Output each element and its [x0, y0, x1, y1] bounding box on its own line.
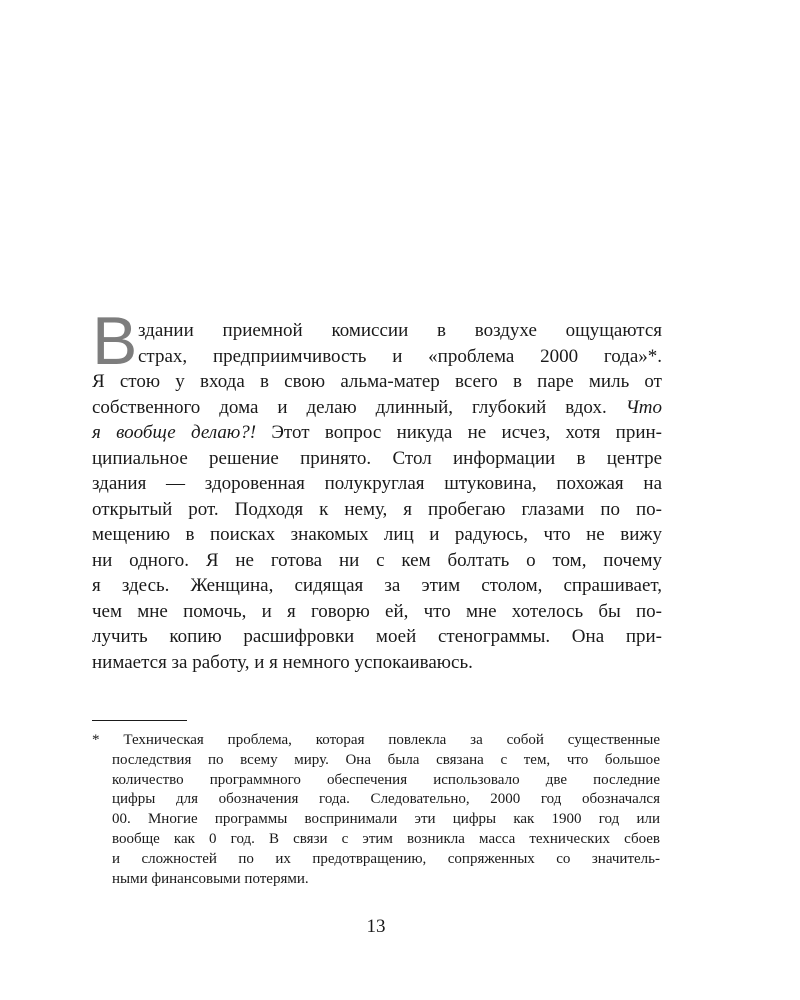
body-line: лучить копию расшифровки моей стенограммы. Она при-: [92, 626, 662, 647]
drop-cap: В: [92, 303, 138, 379]
footnote-line: * Техническая проблема, которая повлекла за собой существенные: [92, 732, 660, 748]
italic-phrase: Что: [625, 396, 663, 418]
footnote-line: и сложностей по их предотвращению, сопряженных со значитель-: [112, 850, 660, 867]
body-line: Я стою у входа в свою альма-матер всего в паре миль от: [92, 371, 662, 392]
body-text: [92, 318, 662, 675]
body-line: [92, 420, 662, 446]
page-number: 13: [366, 916, 386, 937]
body-line: открытый рот. Подходя к нему, я пробегаю глазами по по-: [92, 498, 662, 520]
body-line: нимается за работу, и я немного успокаиваюсь.: [92, 651, 473, 673]
body-line: [92, 395, 662, 421]
body-line: чем мне помочь, и я говорю ей, что мне хотелось бы по-: [92, 600, 662, 622]
footnote-line: цифры для обозначения года. Следовательно, 2000 год обозначался: [112, 791, 660, 808]
body-line-text: Этот вопрос никуда не исчез, хотя прин-: [271, 422, 662, 443]
body-line: здании приемной комиссии в воздухе ощущаются: [138, 320, 662, 341]
body-line: ципиальное решение принято. Стол информации в центре: [92, 447, 662, 469]
body-line: я здесь. Женщина, сидящая за этим столом, спрашивает,: [92, 575, 662, 596]
footnote-line: вообще как 0 год. В связи с этим возникла масса технических сбоев: [112, 830, 660, 847]
footnote: [92, 731, 660, 889]
body-line: ни одного. Я не готова ни с кем болтать о том, почему: [92, 549, 662, 571]
footnote-line: 00. Многие программы воспринимали эти цифры как 1900 год или: [112, 811, 660, 828]
body-line: здания — здоровенная полукруглая штуковина, похожая на: [92, 473, 662, 494]
body-line-text: собственного дома и делаю длинный, глубокий вдох.: [92, 396, 607, 418]
italic-phrase: я вообще делаю?!: [92, 422, 257, 443]
footnote-line: ными финансовыми потерями.: [112, 870, 309, 887]
footnote-line: последствия по всему миру. Она была связана с тем, что большое: [112, 751, 660, 768]
footnote-divider: [92, 720, 187, 721]
footnote-line: количество программного обеспечения использовало две последние: [112, 771, 660, 788]
body-line: мещению в поисках знакомых лиц и радуюсь, что не вижу: [92, 524, 662, 545]
body-line: страх, предприимчивость и «проблема 2000 года»*.: [138, 345, 662, 367]
